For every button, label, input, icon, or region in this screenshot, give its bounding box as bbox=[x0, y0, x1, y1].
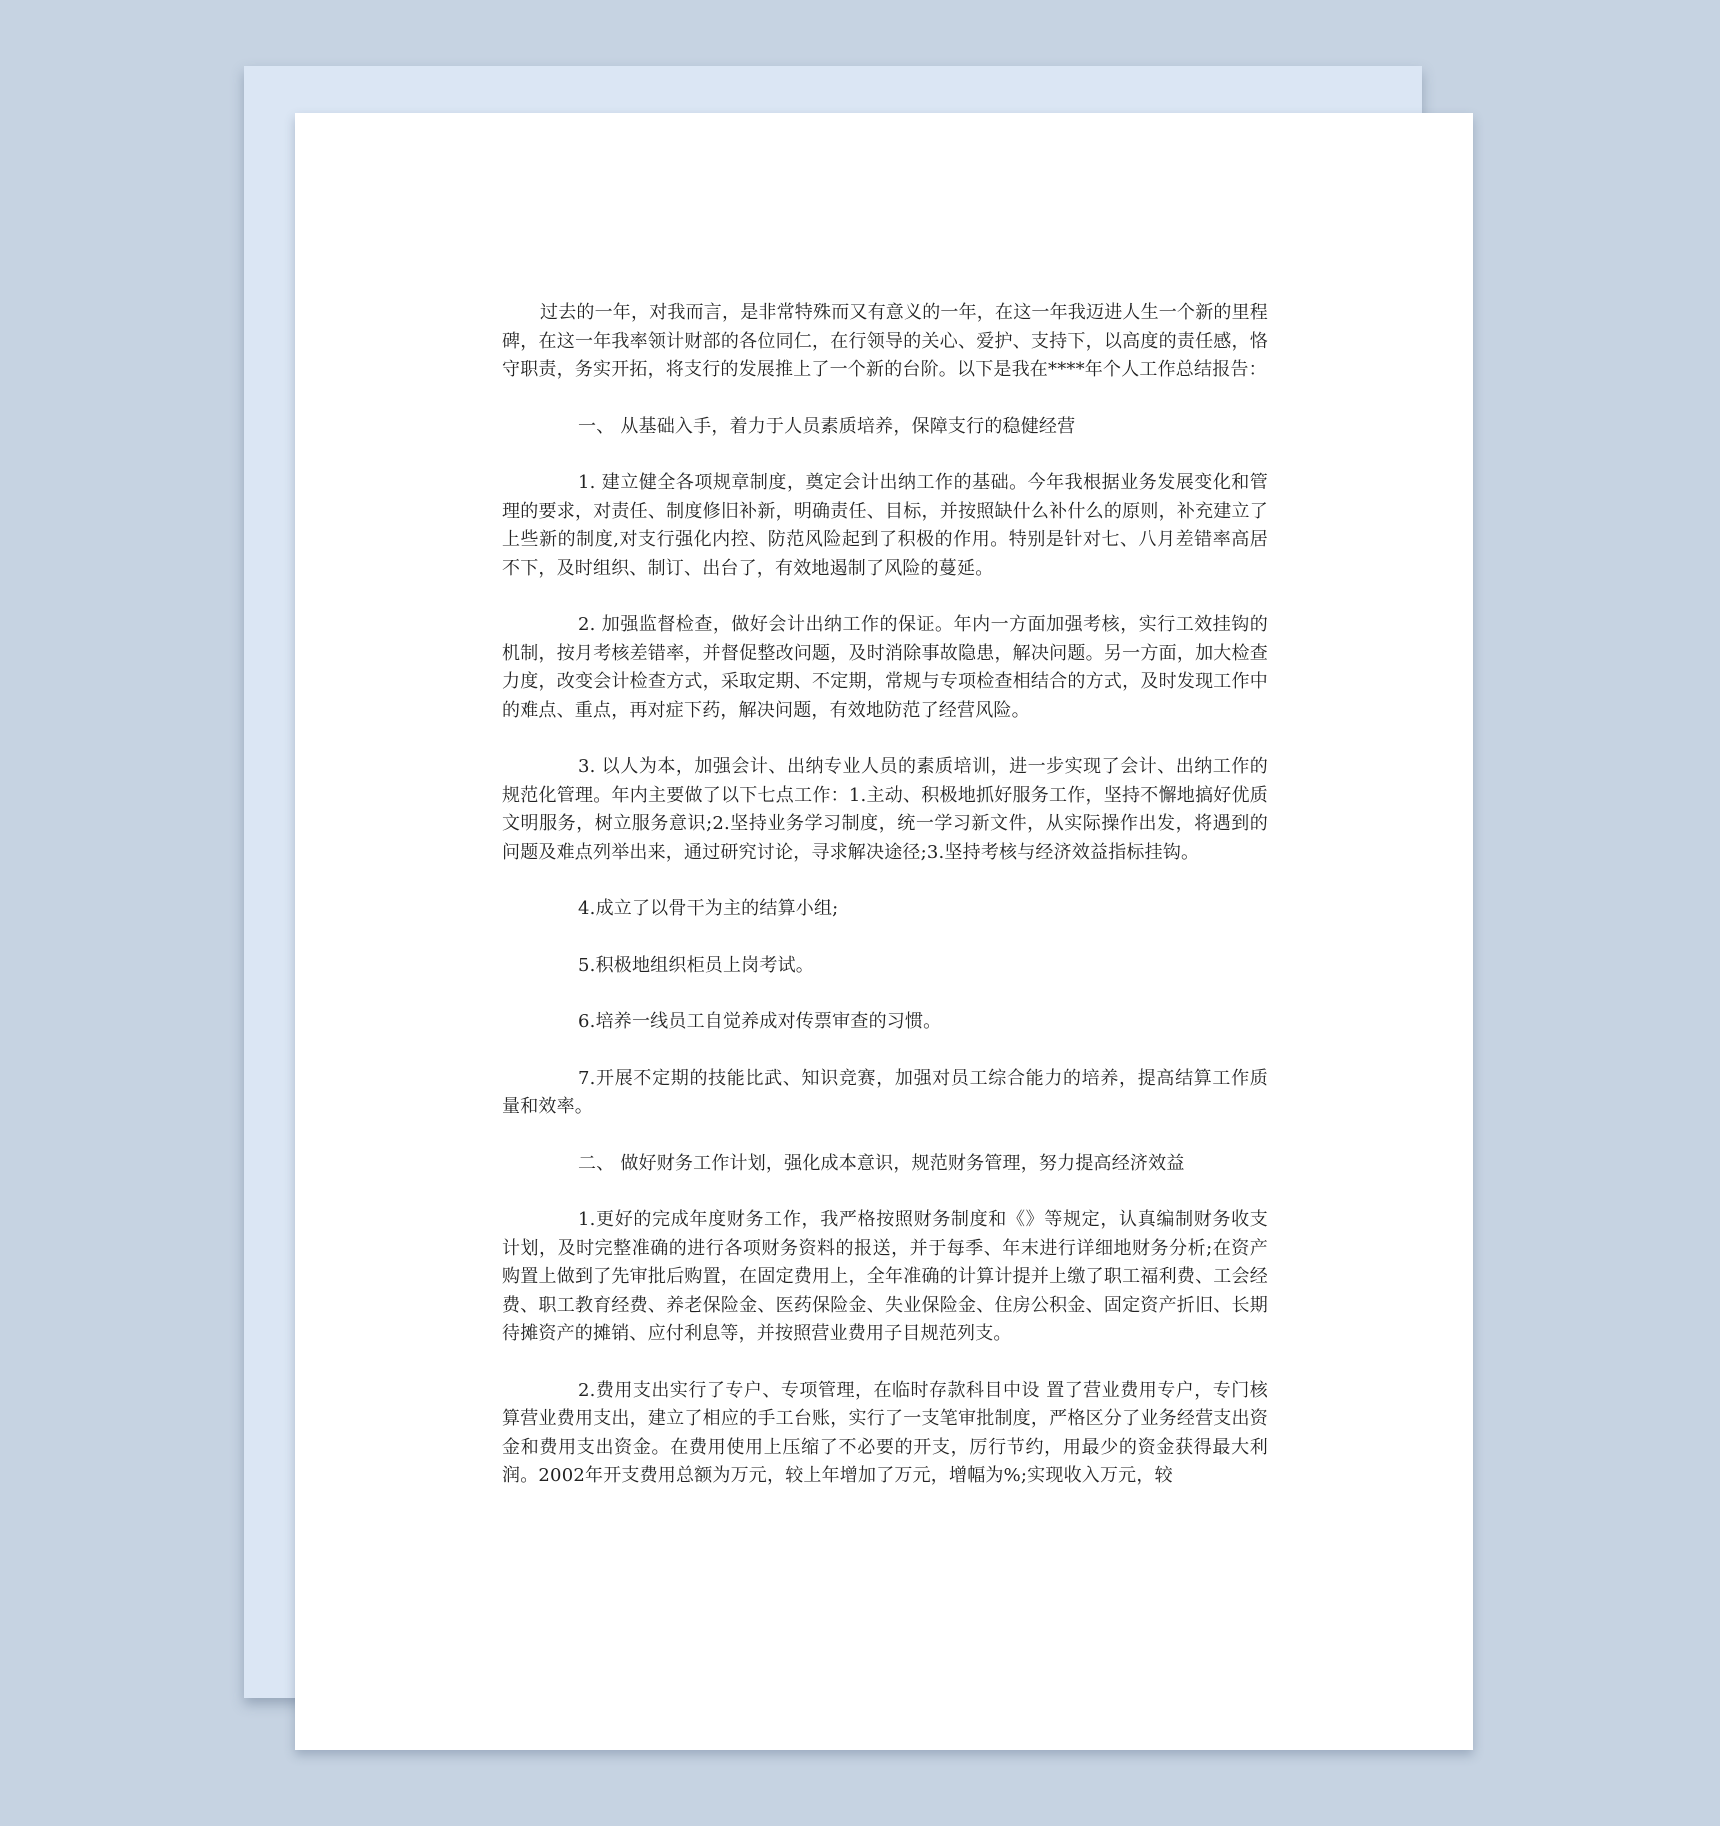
section-1-item-4: 4.成立了以骨干为主的结算小组; bbox=[578, 898, 839, 919]
section-2-item-2: 2.费用支出实行了专户、专项管理，在临时存款科目中设 置了营业费用专户，专门核算营业费用支出，建立了相应的手工台账，实行了一支笔审批制度，严格区分了业务经营支出资金和费用支出资金。在费用使用上压缩了不必要的开支，厉行节约，用最少的资金获得最大利润。2002年开支费用总额为万元，较上年增加了万元，增幅为%;实现收入万元，较 bbox=[502, 1379, 1268, 1486]
section-1-heading: 一、 从基础入手，着力于人员素质培养，保障支行的稳健经营 bbox=[578, 415, 1076, 437]
section-1-item-3: 3. 以人为本，加强会计、出纳专业人员的素质培训，进一步实现了会计、出纳工作的规范化管理。年内主要做了以下七点工作：1.主动、积极地抓好服务工作，坚持不懈地搞好优质文明服务，树立服务意识;2.坚持业务学习制度，统一学习新文件，从实际操作出发，将遇到的问题及难点列举出来，通过研究讨论，寻求解决途径;3.坚持考核与经济效益指标挂钩。 bbox=[502, 756, 1268, 863]
intro-paragraph: 过去的一年，对我而言，是非常特殊而又有意义的一年，在这一年我迈进人生一个新的里程碑，在这一年我率领计财部的各位同仁，在行领导的关心、爱护、支持下，以高度的责任感，恪守职责，务实开拓，将支行的发展推上了一个新的台阶。以下是我在****年个人工作总结报告： bbox=[502, 302, 1268, 380]
section-1-item-1: 1. 建立健全各项规章制度，奠定会计出纳工作的基础。今年我根据业务发展变化和管理的要求，对责任、制度修旧补新，明确责任、目标，并按照缺什么补什么的原则，补充建立了上些新的制度,对支行强化内控、防范风险起到了积极的作用。特别是针对七、八月差错率高居不下，及时组织、制订、出台了，有效地遏制了风险的蔓延。 bbox=[502, 472, 1268, 579]
section-2-heading: 二、 做好财务工作计划，强化成本意识，规范财务管理，努力提高经济效益 bbox=[578, 1152, 1185, 1174]
document-page bbox=[295, 113, 1473, 1750]
section-1-item-7: 7.开展不定期的技能比武、知识竞赛，加强对员工综合能力的培养，提高结算工作质量和效率。 bbox=[502, 1067, 1268, 1117]
section-1-item-5: 5.积极地组织柜员上岗考试。 bbox=[578, 954, 814, 976]
section-1-item-6: 6.培养一线员工自觉养成对传票审查的习惯。 bbox=[578, 1011, 942, 1032]
section-2-item-1: 1.更好的完成年度财务工作，我严格按照财务制度和《》等规定，认真编制财务收支计划，及时完整准确的进行各项财务资料的报送，并于每季、年末进行详细地财务分析;在资产购置上做到了先审批后购置，在固定费用上，全年准确的计算计提并上缴了职工福利费、工会经费、职工教育经费、养老保险金、医药保险金、失业保险金、住房公积金、固定资产折旧、长期待摊资产的摊销、应付利息等，并按照营业费用子目规范列支。 bbox=[502, 1209, 1268, 1344]
document-body bbox=[502, 299, 1268, 1519]
section-1-item-2: 2. 加强监督检查，做好会计出纳工作的保证。年内一方面加强考核，实行工效挂钩的机制，按月考核差错率，并督促整改问题，及时消除事故隐患，解决问题。另一方面，加大检查力度，改变会计检查方式，采取定期、不定期，常规与专项检查相结合的方式，及时发现工作中的难点、重点，再对症下药，解决问题，有效地防范了经营风险。 bbox=[502, 614, 1268, 721]
